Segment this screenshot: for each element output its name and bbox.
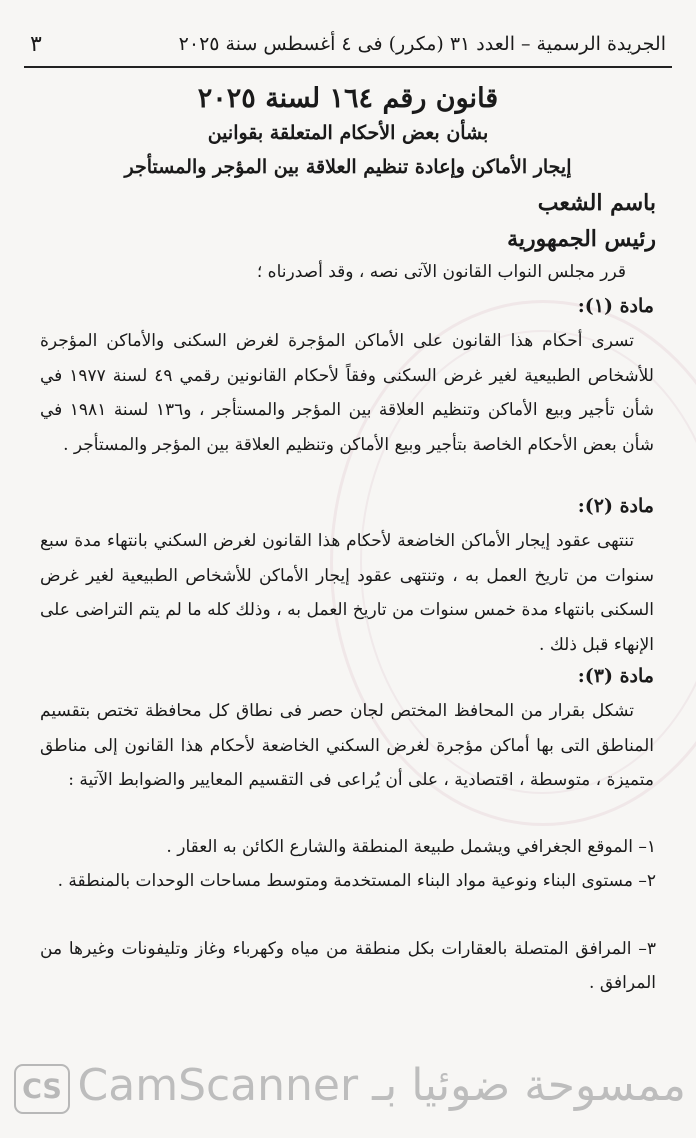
law-subtitle-1: بشأن بعض الأحكام المتعلقة بقوانين xyxy=(207,122,489,144)
law-title: قانون رقم ١٦٤ لسنة ٢٠٢٥ xyxy=(197,83,499,114)
page-number: ٣ xyxy=(30,31,42,57)
preamble-text: قرر مجلس النواب القانون الآتى نصه ، وقد أصدرناه ؛ xyxy=(256,262,626,282)
in-the-name-heading: باسم الشعب xyxy=(537,190,656,216)
scanner-footer xyxy=(10,1040,686,1120)
camscanner-watermark: ممسوحة ضوئيا بـ CamScanner xyxy=(77,1060,686,1111)
article-2-text: تنتهى عقود إيجار الأماكن الخاضعة لأحكام هذا القانون لغرض السكني بانتهاء مدة سبع سنوات من تاريخ العمل به ، وتنتهى عقود إيجار الأماكن للأشخاص الطبيعية لغير غرض السكنى بانتهاء مدة خمس سنوات من تاريخ العمل به ، وذلك كله ما لم يتم التراضى على الإنهاء قبل ذلك . xyxy=(40,531,654,655)
article-3-text: تشكل بقرار من المحافظ المختص لجان حصر فى نطاق كل محافظة تختص بتقسيم المناطق التى بها أماكن مؤجرة لغرض السكني الخاضعة لأحكام هذا القانون إلى مناطق متميزة ، متوسطة ، اقتصادية ، على أن يُراعى فى التقسيم المعايير والضوابط الآتية : xyxy=(40,701,654,790)
article-2-heading: مادة (٢): xyxy=(577,495,654,517)
article-3-heading: مادة (٣): xyxy=(577,665,654,687)
president-heading: رئيس الجمهورية xyxy=(507,226,656,252)
camscanner-logo: CS xyxy=(14,1064,70,1114)
article-1-heading: مادة (١): xyxy=(577,295,654,317)
article-1-text: تسرى أحكام هذا القانون على الأماكن المؤجرة لغرض السكنى والأماكن المؤجرة للأشخاص الطبيعية لغير غرض السكنى وفقاً لأحكام القانونين رقمي ٤٩ لسنة ١٩٧٧ في شأن تأجير وبيع الأماكن وتنظيم العلاقة بين المؤجر والمستأجر ، و١٣٦ لسنة ١٩٨١ في شأن بعض الأحكام الخاصة بتأجير وبيع الأماكن وتنظيم العلاقة بين المؤجر والمستأجر . xyxy=(40,331,654,455)
law-subtitle-2: إيجار الأماكن وإعادة تنظيم العلاقة بين المؤجر والمستأجر xyxy=(124,156,572,178)
article-3-item-2: ٢– مستوى البناء ونوعية مواد البناء المستخدمة ومتوسط مساحات الوحدات بالمنطقة . xyxy=(57,871,656,891)
article-3-item-3: ٣– المرافق المتصلة بالعقارات بكل منطقة من مياه وكهرباء وغاز وتليفونات وغيرها من المرافق . xyxy=(40,939,656,993)
gazette-header-title: الجريدة الرسمية – العدد ٣١ (مكرر) فى ٤ أغسطس سنة ٢٠٢٥ xyxy=(178,33,666,55)
header-divider xyxy=(24,66,672,68)
article-3-item-1: ١– الموقع الجغرافي ويشمل طبيعة المنطقة والشارع الكائن به العقار . xyxy=(166,837,656,857)
page-header xyxy=(30,28,666,60)
